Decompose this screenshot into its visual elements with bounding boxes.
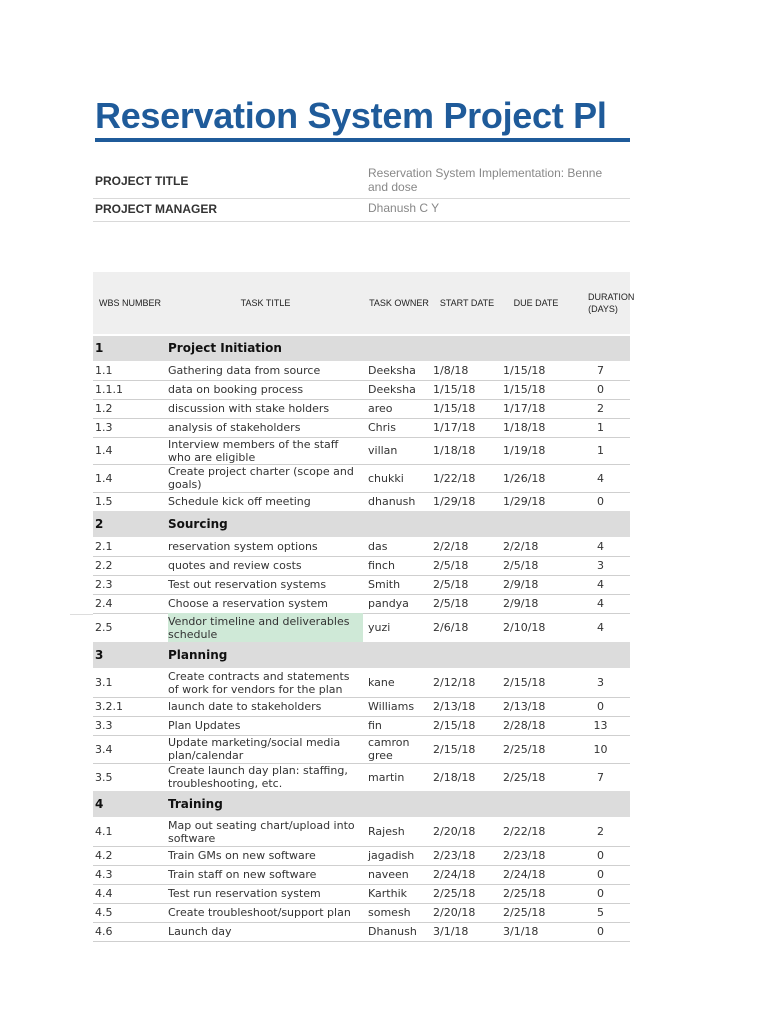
task-cell: data on booking process [168, 383, 304, 396]
table-row [93, 846, 630, 866]
table-row [93, 492, 630, 512]
owner-cell: martin [368, 770, 405, 784]
header-task-title: TASK TITLE [240, 298, 291, 308]
wbs-cell: 4.1 [95, 825, 113, 838]
wbs-cell: 2.2 [95, 559, 113, 572]
due-date-cell: 1/26/18 [503, 471, 546, 485]
duration-cell: 5 [597, 906, 604, 919]
duration-cell: 13 [593, 719, 608, 732]
wbs-cell: 1.5 [95, 495, 113, 508]
due-date-cell: 1/19/18 [503, 444, 546, 457]
wbs-cell: 1.2 [95, 402, 113, 415]
task-cell: Test out reservation systems [168, 578, 327, 591]
table-row [93, 613, 630, 643]
start-date-cell: 2/13/18 [433, 700, 476, 713]
start-date-cell: 2/24/18 [433, 868, 476, 881]
due-date-cell: 2/25/18 [503, 887, 546, 900]
due-date-cell: 2/25/18 [503, 770, 546, 784]
owner-cell: Deeksha [368, 364, 416, 377]
due-date-cell [503, 642, 569, 668]
duration-cell: 4 [597, 471, 604, 485]
wbs-cell: 1 [95, 341, 104, 355]
duration-cell: 0 [597, 925, 604, 938]
table-row [93, 817, 630, 847]
owner-cell: dhanush [368, 495, 416, 508]
project-title-row [93, 160, 630, 199]
owner-cell: camron gree [368, 736, 410, 762]
owner-cell [368, 791, 430, 817]
header-due-date: DUE DATE [513, 298, 559, 308]
wbs-cell: 2.1 [95, 540, 113, 553]
task-cell: Vendor timeline and deliverables schedule [168, 613, 363, 642]
project-manager-value: Dhanush C Y [368, 201, 440, 215]
start-date-cell: 1/22/18 [433, 471, 476, 485]
wbs-cell: 1.3 [95, 421, 113, 434]
start-date-cell [433, 511, 495, 537]
due-date-cell: 2/10/18 [503, 621, 546, 634]
table-row [93, 735, 630, 764]
duration-cell: 0 [597, 383, 604, 396]
duration-cell: 4 [597, 540, 604, 553]
table-header [93, 272, 635, 334]
wbs-cell: 4.3 [95, 868, 113, 881]
due-date-cell: 1/29/18 [503, 495, 546, 508]
due-date-cell: 1/15/18 [503, 364, 546, 377]
header-wbs-number: WBS NUMBER [98, 298, 161, 308]
duration-cell: 0 [597, 700, 604, 713]
task-cell: Launch day [168, 925, 232, 938]
table-row [93, 537, 630, 557]
task-cell: Interview members of the staff who are eligible [168, 437, 339, 464]
table-row [93, 437, 630, 465]
due-date-cell: 2/2/18 [503, 540, 539, 553]
wbs-cell: 3.1 [95, 676, 113, 689]
start-date-cell: 2/15/18 [433, 719, 476, 732]
wbs-cell: 4.2 [95, 849, 113, 862]
owner-cell: naveen [368, 868, 409, 881]
start-date-cell: 1/17/18 [433, 421, 476, 434]
duration-cell [573, 791, 628, 817]
owner-cell: areo [368, 402, 393, 415]
wbs-cell: 3.5 [95, 770, 113, 784]
start-date-cell: 2/20/18 [433, 906, 476, 919]
wbs-cell: 2.5 [95, 621, 113, 634]
duration-cell: 7 [597, 364, 604, 377]
task-cell: Training [168, 796, 223, 811]
duration-cell: 2 [597, 402, 604, 415]
wbs-cell: 1.4 [95, 444, 113, 457]
table-row [93, 380, 630, 400]
header-duration: DURATION (DAYS) [588, 292, 635, 314]
start-date-cell: 2/5/18 [433, 559, 469, 572]
wbs-cell: 2 [95, 516, 104, 531]
owner-cell: Chris [368, 421, 396, 434]
start-date-cell: 1/8/18 [433, 364, 469, 377]
header-task-owner: TASK OWNER [369, 298, 429, 308]
task-cell: Gathering data from source [168, 364, 321, 377]
start-date-cell [433, 791, 495, 817]
owner-cell [368, 642, 430, 668]
wbs-cell: 1.1.1 [95, 383, 123, 396]
divider [70, 614, 93, 615]
owner-cell: Dhanush [368, 925, 417, 938]
due-date-cell: 2/5/18 [503, 559, 539, 572]
wbs-cell: 2.4 [95, 597, 113, 610]
task-cell: Update marketing/social media plan/calendar [168, 736, 341, 762]
duration-cell: 1 [597, 421, 604, 434]
task-cell: discussion with stake holders [168, 402, 330, 415]
task-cell: Map out seating chart/upload into software [168, 818, 355, 845]
start-date-cell: 2/2/18 [433, 540, 469, 553]
task-cell: Train staff on new software [168, 868, 317, 881]
due-date-cell [503, 791, 569, 817]
table-row [93, 697, 630, 717]
duration-cell: 4 [597, 621, 604, 634]
duration-cell [573, 336, 628, 361]
wbs-cell: 3.3 [95, 719, 113, 732]
table-row [93, 763, 630, 792]
due-date-cell: 2/22/18 [503, 825, 546, 838]
project-manager-row [93, 198, 630, 222]
start-date-cell [433, 642, 495, 668]
duration-cell: 0 [597, 868, 604, 881]
wbs-cell: 4.4 [95, 887, 113, 900]
duration-cell: 4 [597, 578, 604, 591]
due-date-cell: 2/9/18 [503, 597, 539, 610]
due-date-cell: 2/25/18 [503, 742, 546, 756]
table-row [93, 556, 630, 576]
wbs-cell: 4.6 [95, 925, 113, 938]
wbs-cell: 3.4 [95, 742, 113, 756]
title-underline [95, 138, 630, 142]
table-row [93, 922, 630, 942]
owner-cell: das [368, 540, 388, 553]
task-cell: Schedule kick off meeting [168, 495, 311, 508]
header-start-date: START DATE [439, 298, 495, 308]
due-date-cell: 2/9/18 [503, 578, 539, 591]
table-row [93, 464, 630, 493]
task-cell: Create project charter (scope and goals) [168, 465, 354, 491]
table-row [93, 865, 630, 885]
owner-cell: finch [368, 559, 395, 572]
section-row [93, 791, 630, 817]
due-date-cell: 2/28/18 [503, 719, 546, 732]
project-title-value: Reservation System Implementation: Benne and dose [368, 166, 603, 194]
owner-cell: fin [368, 719, 382, 732]
owner-cell: Rajesh [368, 825, 405, 838]
task-cell: Create troubleshoot/support plan [168, 906, 351, 919]
start-date-cell: 2/20/18 [433, 825, 476, 838]
task-cell: Create contracts and statements of work for vendors for the plan [168, 669, 350, 696]
wbs-cell: 1.4 [95, 471, 113, 485]
table-row [93, 903, 630, 923]
task-cell: reservation system options [168, 540, 318, 553]
task-cell: Planning [168, 647, 228, 662]
duration-cell: 2 [597, 825, 604, 838]
due-date-cell: 2/25/18 [503, 906, 546, 919]
task-cell: analysis of stakeholders [168, 421, 301, 434]
section-row [93, 336, 630, 361]
start-date-cell: 1/15/18 [433, 402, 476, 415]
table-row [93, 716, 630, 736]
start-date-cell: 2/5/18 [433, 578, 469, 591]
duration-cell: 10 [593, 742, 608, 756]
page-title: Reservation System Project Pl [95, 95, 607, 136]
wbs-cell: 3 [95, 647, 104, 662]
table-row [93, 418, 630, 438]
start-date-cell: 2/23/18 [433, 849, 476, 862]
start-date-cell: 3/1/18 [433, 925, 469, 938]
table-row [93, 594, 630, 614]
task-cell: Choose a reservation system [168, 597, 328, 610]
section-row [93, 642, 630, 668]
task-cell: Test run reservation system [168, 887, 321, 900]
wbs-cell: 3.2.1 [95, 700, 123, 713]
task-cell: Sourcing [168, 516, 228, 531]
start-date-cell [433, 336, 495, 361]
table-row [93, 399, 630, 419]
owner-cell: kane [368, 676, 395, 689]
table-row [93, 361, 630, 381]
wbs-cell: 2.3 [95, 578, 113, 591]
wbs-cell: 4.5 [95, 906, 113, 919]
start-date-cell: 1/29/18 [433, 495, 476, 508]
duration-cell: 7 [597, 770, 604, 784]
wbs-cell: 4 [95, 796, 104, 811]
owner-cell: Williams [368, 700, 415, 713]
start-date-cell: 2/12/18 [433, 676, 476, 689]
start-date-cell: 1/15/18 [433, 383, 476, 396]
owner-cell: pandya [368, 597, 409, 610]
duration-cell [573, 642, 628, 668]
start-date-cell: 2/18/18 [433, 770, 476, 784]
table-row [93, 884, 630, 904]
start-date-cell: 2/15/18 [433, 742, 476, 756]
due-date-cell: 2/24/18 [503, 868, 546, 881]
owner-cell: villan [368, 444, 398, 457]
task-cell: Create launch day plan: staffing, troubleshooting, etc. [168, 764, 348, 790]
duration-cell: 3 [597, 559, 604, 572]
table-row [93, 575, 630, 595]
due-date-cell: 3/1/18 [503, 925, 539, 938]
owner-cell: Deeksha [368, 383, 416, 396]
duration-cell: 0 [597, 849, 604, 862]
due-date-cell: 1/17/18 [503, 402, 546, 415]
start-date-cell: 2/5/18 [433, 597, 469, 610]
duration-cell: 4 [597, 597, 604, 610]
due-date-cell [503, 511, 569, 537]
wbs-cell: 1.1 [95, 364, 113, 377]
task-cell: quotes and review costs [168, 559, 302, 572]
due-date-cell: 1/15/18 [503, 383, 546, 396]
task-cell: Plan Updates [168, 719, 241, 732]
due-date-cell: 2/13/18 [503, 700, 546, 713]
due-date-cell: 1/18/18 [503, 421, 546, 434]
table-row [93, 668, 630, 698]
duration-cell [573, 511, 628, 537]
project-title-label: PROJECT TITLE [95, 174, 189, 188]
start-date-cell: 1/18/18 [433, 444, 476, 457]
owner-cell: Karthik [368, 887, 407, 900]
owner-cell: jagadish [368, 849, 415, 862]
owner-cell: Smith [368, 578, 401, 591]
duration-cell: 0 [597, 495, 604, 508]
duration-cell: 1 [597, 444, 604, 457]
duration-cell: 0 [597, 887, 604, 900]
due-date-cell: 2/23/18 [503, 849, 546, 862]
duration-cell: 3 [597, 676, 604, 689]
start-date-cell: 2/25/18 [433, 887, 476, 900]
task-cell: Train GMs on new software [168, 849, 316, 862]
due-date-cell: 2/15/18 [503, 676, 546, 689]
due-date-cell [503, 336, 569, 361]
project-manager-label: PROJECT MANAGER [95, 202, 218, 216]
owner-cell: chukki [368, 471, 404, 485]
owner-cell [368, 336, 430, 361]
owner-cell: somesh [368, 906, 411, 919]
task-cell: Project Initiation [168, 341, 282, 355]
owner-cell: yuzi [368, 621, 391, 634]
section-row [93, 511, 630, 537]
owner-cell [368, 511, 430, 537]
task-cell: launch date to stakeholders [168, 700, 322, 713]
start-date-cell: 2/6/18 [433, 621, 469, 634]
